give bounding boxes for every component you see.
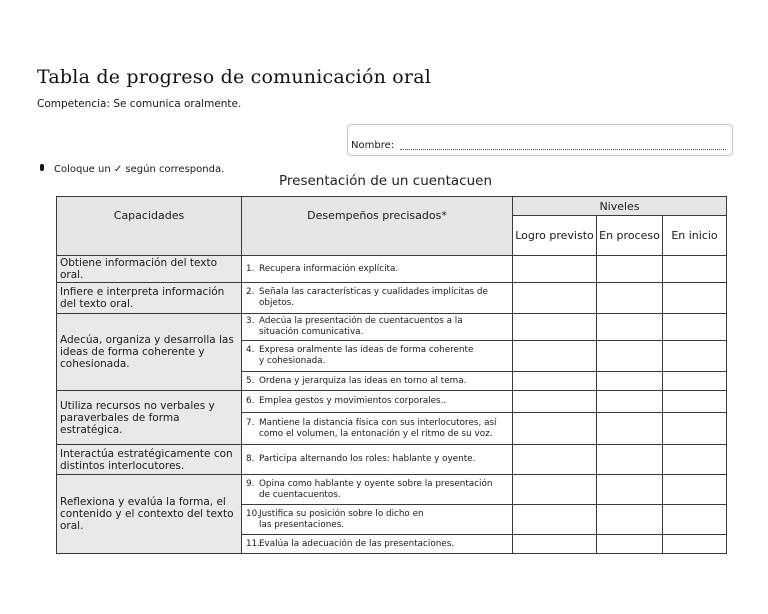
capacidad-cell: Utiliza recursos no verbales y paraverbales de forma estratégica. [57,391,242,445]
capacidad-cell: Obtiene información del texto oral. [57,256,242,283]
desempeno-cell: 11.Evalúa la adecuación de las presentaciones. [242,535,513,554]
header-logro-previsto: Logro previsto [513,216,597,256]
header-en-proceso: En proceso [597,216,663,256]
capacidad-cell: Interactúa estratégicamente con distintos interlocutores. [57,445,242,475]
capacidad-cell: Adecúa, organiza y desarrolla las ideas de forma coherente y cohesionada. [57,314,242,391]
inicio-cell[interactable] [663,391,727,413]
inicio-cell[interactable] [663,475,727,505]
inicio-cell[interactable] [663,283,727,314]
desempeno-cell: 4. Expresa oralmente las ideas de forma coherente y cohesionada. [242,341,513,372]
logro-cell[interactable] [513,535,597,554]
table-row [57,283,727,314]
inicio-cell[interactable] [663,445,727,475]
inicio-cell[interactable] [663,535,727,554]
inicio-cell[interactable] [663,505,727,535]
proceso-cell[interactable] [597,391,663,413]
header-niveles: Niveles [513,197,727,216]
desempeno-cell: 10.Justifica su posición sobre lo dicho en las presentaciones. [242,505,513,535]
table-row [57,314,727,341]
desempeno-cell: 1. Recupera información explícita. [242,256,513,283]
header-en-inicio: En inicio [663,216,727,256]
nombre-label: Nombre: [351,140,395,151]
proceso-cell[interactable] [597,283,663,314]
progress-table [56,196,727,554]
proceso-cell[interactable] [597,341,663,372]
table-row [57,475,727,505]
nombre-field[interactable] [347,124,733,156]
desempeno-cell: 7. Mantiene la distancia física con sus interlocutores, así como el volumen, la entonación y el ritmo de su voz. [242,413,513,445]
header-capacidades: Capacidades [57,197,242,256]
table-row [57,445,727,475]
logro-cell[interactable] [513,475,597,505]
capacidad-cell: Reflexiona y evalúa la forma, el contenido y el contexto del texto oral. [57,475,242,554]
logro-cell[interactable] [513,314,597,341]
competencia-text: Competencia: Se comunica oralmente. [37,98,242,110]
table-row [57,256,727,283]
inicio-cell[interactable] [663,256,727,283]
nombre-dotted-line [400,149,726,150]
logro-cell[interactable] [513,341,597,372]
inicio-cell[interactable] [663,314,727,341]
proceso-cell[interactable] [597,475,663,505]
inicio-cell[interactable] [663,372,727,391]
instruction-text: Coloque un ✓ según corresponda. [54,164,225,175]
logro-cell[interactable] [513,256,597,283]
pin-icon [40,164,44,171]
desempeno-cell: 6. Emplea gestos y movimientos corporales.. [242,391,513,413]
document-title: Tabla de progreso de comunicación oral [37,66,432,88]
logro-cell[interactable] [513,445,597,475]
instruction [40,164,224,175]
desempeno-cell: 5. Ordena y jerarquiza las ideas en torno al tema. [242,372,513,391]
table-row [57,391,727,413]
proceso-cell[interactable] [597,372,663,391]
table-subtitle: Presentación de un cuentacuen [279,173,493,189]
capacidad-cell: Infiere e interpreta información del texto oral. [57,283,242,314]
logro-cell[interactable] [513,283,597,314]
desempeno-cell: 8. Participa alternando los roles: hablante y oyente. [242,445,513,475]
proceso-cell[interactable] [597,413,663,445]
proceso-cell[interactable] [597,535,663,554]
logro-cell[interactable] [513,413,597,445]
inicio-cell[interactable] [663,413,727,445]
proceso-cell[interactable] [597,445,663,475]
proceso-cell[interactable] [597,505,663,535]
proceso-cell[interactable] [597,256,663,283]
proceso-cell[interactable] [597,314,663,341]
logro-cell[interactable] [513,372,597,391]
header-desempenos: Desempeños precisados* [242,197,513,256]
desempeno-cell: 2. Señala las características y cualidades implícitas de objetos. [242,283,513,314]
desempeno-cell: 3. Adecúa la presentación de cuentacuentos a la situación comunicativa. [242,314,513,341]
inicio-cell[interactable] [663,341,727,372]
desempeno-cell: 9. Opina como hablante y oyente sobre la presentación de cuentacuentos. [242,475,513,505]
logro-cell[interactable] [513,391,597,413]
logro-cell[interactable] [513,505,597,535]
